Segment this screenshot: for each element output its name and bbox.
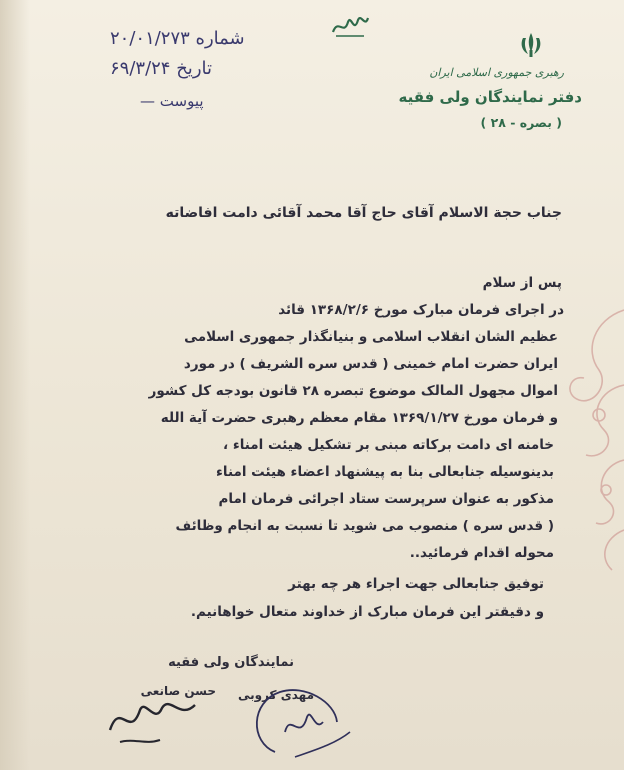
top-calligraphy-text	[1, 1, 6, 2]
floral-ornament	[554, 290, 624, 590]
body-line-5: و فرمان مورخ ۱۳۶۹/۱/۲۷ مقام معظم رهبری حضرت آیة الله	[160, 410, 558, 426]
signer-right-name: مهدی کروبی	[237, 688, 314, 702]
body-line-1: در اجرای فرمان مبارک مورخ ۱۳۶۸/۲/۶ قائد	[278, 302, 564, 318]
body-line-3: ایران حضرت امام خمینی ( قدس سره الشریف ) در مورد	[183, 356, 558, 372]
org-line: رهبری جمهوری اسلامی ایران	[429, 66, 564, 79]
greeting: پس از سلام	[482, 275, 562, 291]
body-line-4: اموال مجهول المالک موضوع تبصره ۲۸ قانون بودجه کل کشور	[148, 383, 558, 399]
letter-attachment: پیوست —	[140, 92, 204, 110]
paper-edge-shadow	[0, 0, 30, 770]
letter-number: شماره ۲۰/۰۱/۲۷۳	[110, 28, 245, 49]
signer-left-name: حسن صانعی	[140, 684, 216, 698]
closing-line-2: و دقیقتر این فرمان مبارک از خداوند متعال خواهانیم.	[190, 604, 544, 620]
letter-date: تاریخ ۶۹/۳/۲۴	[110, 58, 213, 79]
bismillah-calligraphy	[330, 10, 370, 40]
body-line-6: خامنه ای دامت برکاته مبنی بر تشکیل هیئت امناء ،	[223, 437, 554, 453]
closing-line-1: توفیق جنابعالی جهت اجراء هر چه بهتر	[288, 576, 544, 592]
emblem-icon	[516, 30, 546, 60]
office-title: دفتر نمایندگان ولی فقیه	[398, 88, 582, 106]
office-branch: ( بصره - ۲۸ )	[480, 115, 562, 130]
body-line-2: عظیم الشان انقلاب اسلامی و بنیانگذار جمهوری اسلامی	[184, 329, 558, 345]
body-line-9: ( قدس سره ) منصوب می شوید تا نسبت به انجام وظائف	[175, 518, 554, 534]
signatures-title: نمایندگان ولی فقیه	[168, 655, 294, 670]
signature-karroubi	[245, 672, 355, 762]
signature-sanei	[100, 690, 210, 750]
body-line-10: محوله اقدام فرمائید..	[409, 545, 554, 561]
body-line-8: مذکور به عنوان سرپرست ستاد اجرائی فرمان امام	[218, 491, 554, 507]
addressee: جناب حجة الاسلام آقای حاج آقا محمد آقائی دامت افاضاته	[165, 205, 562, 221]
body-line-7: بدینوسیله جنابعالی بنا به پیشنهاد اعضاء هیئت امناء	[216, 464, 554, 480]
